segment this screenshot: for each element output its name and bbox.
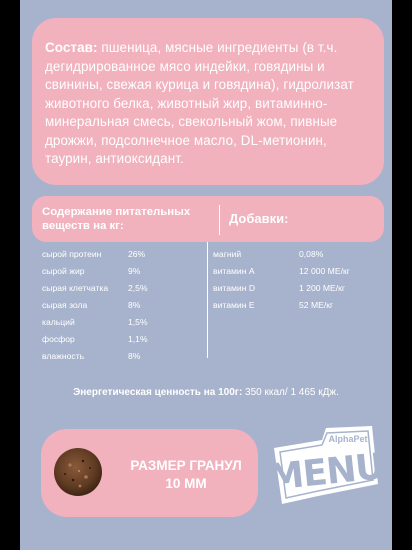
additive-name: магний <box>213 248 242 259</box>
header-divider <box>219 205 220 235</box>
nutrients-header-bar <box>32 196 384 242</box>
brand-logo-graphic <box>260 418 390 510</box>
table-row <box>213 262 379 279</box>
nutrient-name: сырая клетчатка <box>42 282 109 293</box>
nutrient-name: сырой жир <box>42 265 85 276</box>
nutrient-name: кальций <box>42 316 75 327</box>
additive-value: 52 МЕ/кг <box>299 299 334 310</box>
nutrients-table <box>42 245 188 365</box>
table-row <box>42 348 188 365</box>
alphapet-menu-logo <box>260 418 390 510</box>
additive-name: витамин Е <box>213 299 255 310</box>
composition-label: Состав: <box>45 40 98 55</box>
logo-brand-text: AlphaPet <box>328 434 368 444</box>
table-row <box>42 262 188 279</box>
granule-size-value: 10 ММ <box>165 476 207 491</box>
table-divider <box>207 242 208 358</box>
logo-word-text: MENU <box>266 446 386 499</box>
table-row <box>213 296 379 313</box>
table-row <box>42 330 188 347</box>
nutrient-name: влажность <box>42 351 85 362</box>
nutrient-name: фосфор <box>42 334 75 345</box>
additive-name: витамин D <box>213 282 256 293</box>
additives-header: Добавки: <box>229 211 289 226</box>
granule-size-title <box>121 457 251 493</box>
nutrient-value: 9% <box>128 265 141 276</box>
product-info-panel <box>20 0 392 550</box>
nutrient-value: 26% <box>128 248 146 259</box>
table-row <box>213 279 379 296</box>
table-row <box>42 245 188 262</box>
additive-value: 0,08% <box>299 248 324 259</box>
nutrient-name: сырой протеин <box>42 248 102 259</box>
additive-value: 1 200 МЕ/кг <box>299 282 346 293</box>
nutrient-value: 1,5% <box>128 316 148 327</box>
table-row <box>42 279 188 296</box>
composition-ingredients: пшеница, мясные ингредиенты (в т.ч. дегидрированное мясо индейки, говядины и свинины, свежая курица и говядина), гидролизат животного белка, животный жир, витаминно-минеральная смесь, свекольный жом, пивные дрожжи, подсолнечное масло, DL-метионин, таурин, антиоксидант. <box>45 40 354 166</box>
table-row <box>42 313 188 330</box>
granule-size-label: РАЗМЕР ГРАНУЛ <box>130 458 242 473</box>
nutrient-value: 2,5% <box>128 282 148 293</box>
nutrient-value: 1,1% <box>128 334 148 345</box>
energy-value: 350 ккал/ 1 465 кДж. <box>242 387 339 398</box>
table-row <box>42 296 188 313</box>
nutrients-header: Содержание питательных веществ на кг: <box>42 206 191 232</box>
kibble-icon <box>53 447 103 497</box>
energy-label: Энергетическая ценность на 100г: <box>73 387 243 398</box>
composition-card <box>32 18 384 185</box>
additives-table <box>213 245 379 313</box>
nutrient-value: 8% <box>128 351 141 362</box>
additive-name: витамин А <box>213 265 255 276</box>
composition-text <box>32 18 384 169</box>
nutrient-name: сырая зола <box>42 299 88 310</box>
nutrient-value: 8% <box>128 299 141 310</box>
granule-size-card <box>41 429 258 517</box>
energy-value-line <box>20 387 392 398</box>
table-row <box>213 245 379 262</box>
additive-value: 12 000 МЕ/кг <box>299 265 350 276</box>
